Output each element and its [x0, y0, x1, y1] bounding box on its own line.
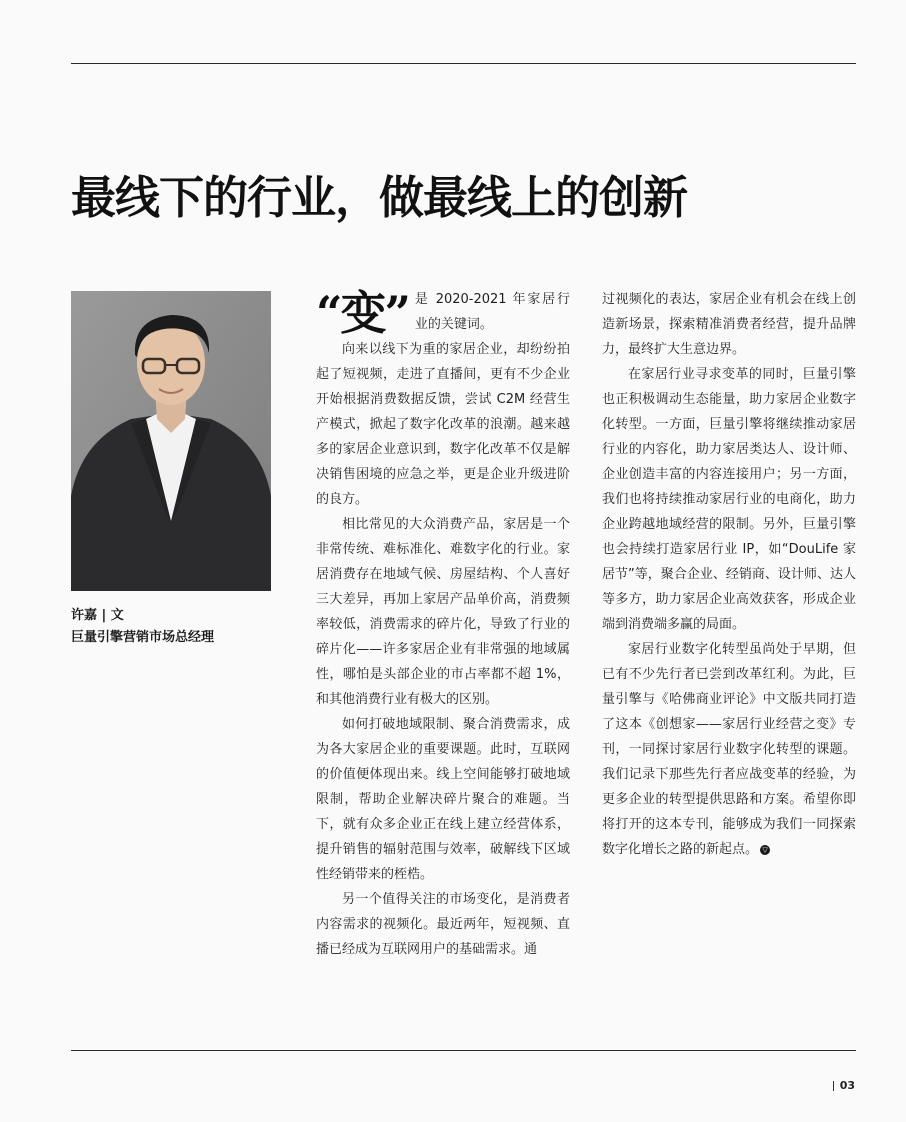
article-column-1 [316, 287, 570, 962]
portrait-illustration [71, 291, 271, 591]
byline [71, 605, 291, 649]
article-paragraph: 相比常见的大众消费产品，家居是一个非常传统、难标准化、难数字化的行业。家居消费存在地域气候、房屋结构、个人喜好三大差异，再加上家居产品单价高，消费频率较低，消费需求的碎片化，导致了行业的碎片化——许多家居企业有非常强的地域属性，哪怕是头部企业的市占率都不超 1%，和其他消费行业有极大的区别。 [316, 517, 570, 707]
end-of-article-icon: ▽ [760, 845, 770, 855]
author-photo [71, 291, 271, 591]
paragraph-text: 家居行业数字化转型虽尚处于早期，但已有不少先行者已尝到改革红利。为此，巨量引擎与《哈佛商业评论》中文版共同打造了这本《创想家——家居行业经营之变》专刊，一同探讨家居行业数字化转型的课题。我们记录下那些先行者应战变革的经验，为更多企业的转型提供思路和方案。希望你即将打开的这本专刊，能够成为我们一同探索数字化增长之路的新起点。 [602, 642, 856, 857]
page-number-bar-icon [833, 1081, 834, 1091]
article-paragraph: 另一个值得关注的市场变化，是消费者内容需求的视频化。最近两年，短视频、直播已经成为互联网用户的基础需求。通 [316, 892, 570, 957]
article-paragraph: 如何打破地域限制、聚合消费需求，成为各大家居企业的重要课题。此时，互联网的价值便体现出来。线上空间能够打破地域限制，帮助企业解决碎片聚合的难题。当下，就有众多企业正在线上建立经营体系，提升销售的辐射范围与效率，破解线下区域性经销带来的桎梏。 [316, 717, 570, 882]
article-paragraph: 过视频化的表达，家居企业有机会在线上创造新场景，探索精准消费者经营，提升品牌力，最终扩大生意边界。 [602, 292, 856, 357]
article-paragraph [602, 637, 856, 862]
article-column-2 [602, 287, 856, 862]
top-rule [71, 63, 856, 64]
drop-cap: “变” [316, 286, 409, 340]
page-number [833, 1079, 855, 1092]
bottom-rule [71, 1050, 856, 1051]
article-paragraph: 在家居行业寻求变革的同时，巨量引擎也正积极调动生态能量，助力家居企业数字化转型。一方面，巨量引擎将继续推动家居行业的内容化，助力家居类达人、设计师、企业创造丰富的内容连接用户；另一方面，我们也将持续推动家居行业的电商化，助力企业跨越地域经营的限制。另外，巨量引擎也会持续打造家居行业 IP，如“DouLife 家居节”等，聚合企业、经销商、设计师、达人等多方，助力家居企业高效获客，形成企业端到消费端多赢的局面。 [602, 367, 856, 632]
page-title: 最线下的行业，做最线上的创新 [71, 171, 688, 224]
author-name: 许嘉 | 文 [71, 608, 124, 623]
page-number-text: 03 [839, 1079, 855, 1092]
paragraph-text: 是 2020-2021 年家居行业的关键词。 [414, 292, 570, 332]
author-title: 巨量引擎营销市场总经理 [71, 630, 215, 645]
article-paragraph: 向来以线下为重的家居企业，却纷纷拍起了短视频，走进了直播间，更有不少企业开始根据消费数据反馈，尝试 C2M 经营生产模式，掀起了数字化改革的浪潮。越来越多的家居企业意识到，数字化改革不仅是解决销售困境的应急之举，更是企业升级进阶的良方。 [316, 342, 570, 507]
article-paragraph [316, 286, 570, 340]
